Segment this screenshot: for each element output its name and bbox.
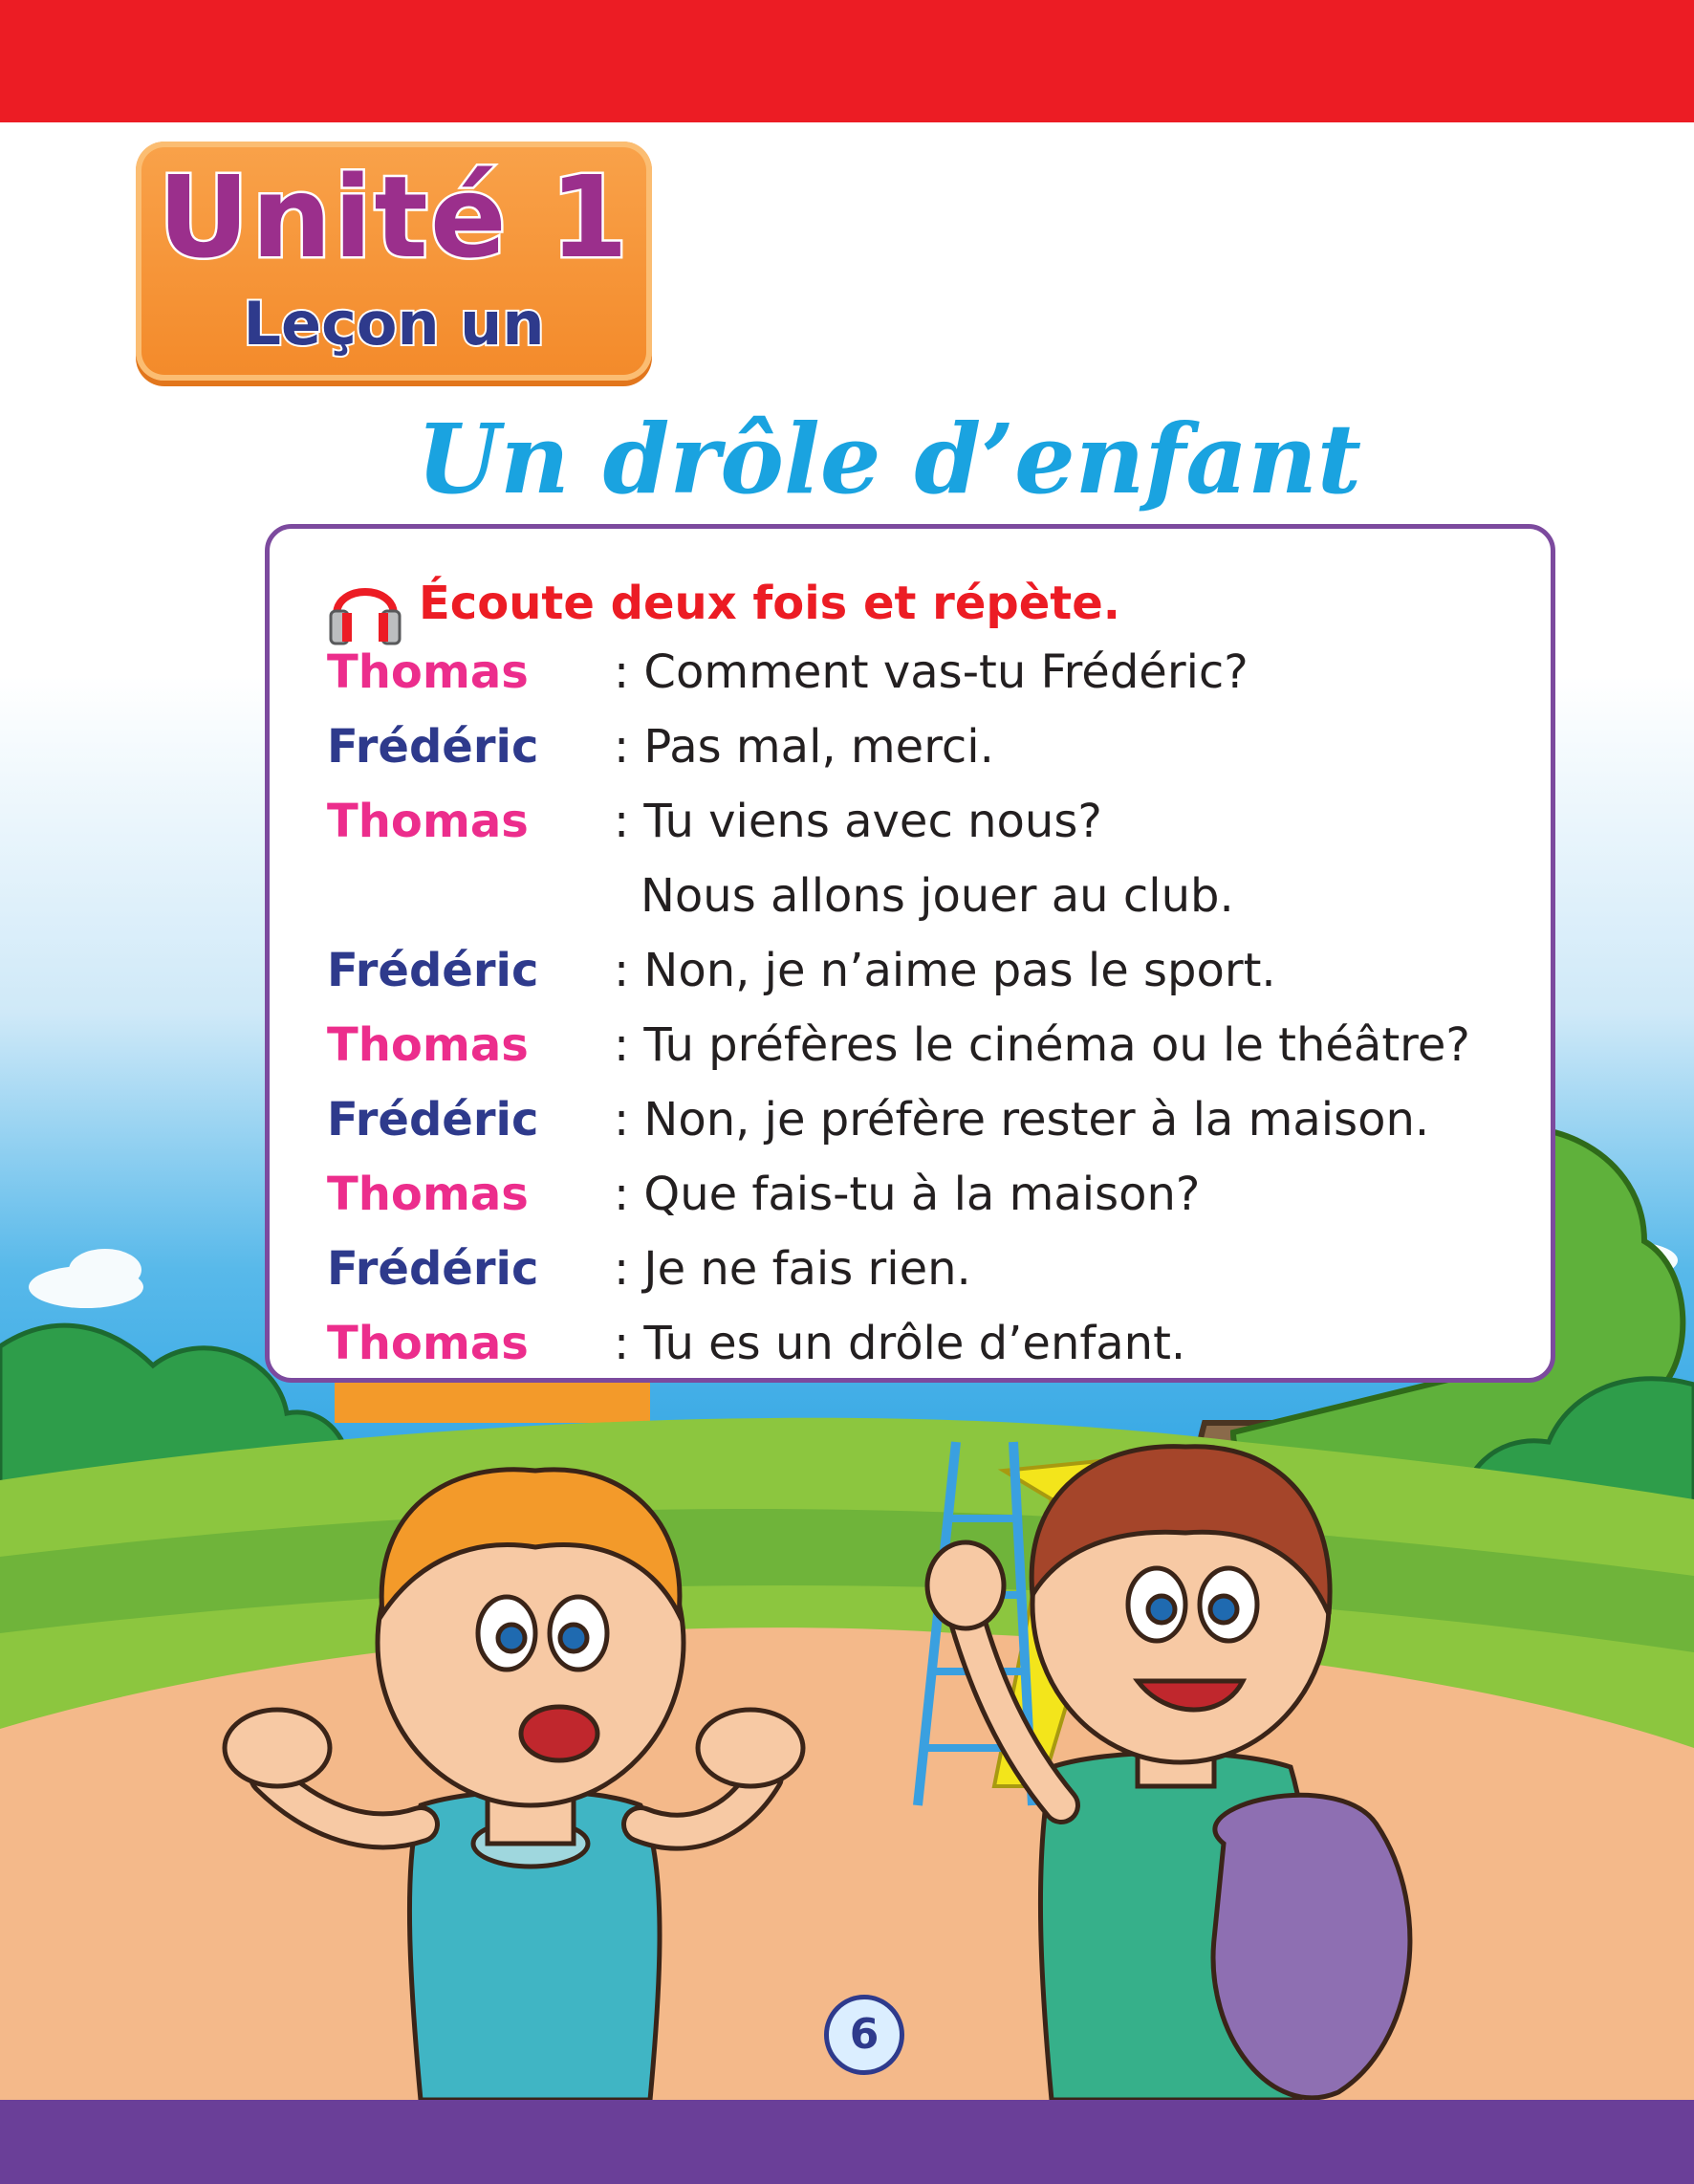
dialogue-text: : Je ne fais rien. xyxy=(614,1242,971,1296)
dialogue-text: : Que fais-tu à la maison? xyxy=(614,1168,1201,1221)
dialogue-text: : Tu es un drôle d’enfant. xyxy=(614,1317,1186,1370)
dialogue-line xyxy=(327,788,1541,855)
speaker-name: Frédéric xyxy=(327,720,539,774)
unit-badge xyxy=(136,142,652,381)
dialogue-line xyxy=(327,639,1541,706)
lesson-title: Leçon un xyxy=(243,289,545,359)
dialogue-line xyxy=(327,713,1541,780)
speaker-name: Thomas xyxy=(327,795,529,848)
bottom-purple-bar xyxy=(0,2100,1694,2184)
top-red-bar xyxy=(0,0,1694,122)
dialogue-line xyxy=(327,1161,1541,1228)
page-title: Un drôle d’enfant xyxy=(416,403,1362,515)
speaker-name: Thomas xyxy=(327,1018,529,1072)
instruction-text: Écoute deux fois et répète. xyxy=(419,577,1121,630)
speaker-name: Thomas xyxy=(327,645,529,699)
dialogue-text: : Non, je n’aime pas le sport. xyxy=(614,944,1276,997)
dialogue-box xyxy=(265,524,1555,1383)
speaker-name: Thomas xyxy=(327,1168,529,1221)
headphones-icon[interactable] xyxy=(327,567,403,647)
dialogue-text: : Tu préfères le cinéma ou le théâtre? xyxy=(614,1018,1470,1072)
dialogue-line xyxy=(327,1086,1541,1153)
dialogue-text: : Comment vas-tu Frédéric? xyxy=(614,645,1249,699)
dialogue-text: : Non, je préfère rester à la maison. xyxy=(614,1093,1430,1147)
dialogue-line xyxy=(327,1012,1541,1079)
dialogue-line xyxy=(327,863,1541,929)
dialogue-line xyxy=(327,937,1541,1004)
dialogue-line xyxy=(327,1235,1541,1302)
dialogue-text: : Pas mal, merci. xyxy=(614,720,994,774)
page-number: 6 xyxy=(824,1995,904,2075)
speaker-name: Frédéric xyxy=(327,944,539,997)
speaker-name: Frédéric xyxy=(327,1242,539,1296)
dialogue-text: Nous allons jouer au club. xyxy=(641,869,1234,923)
dialogue-line xyxy=(327,1310,1541,1377)
unit-title: Unité 1 xyxy=(158,151,630,283)
dialogue-text: : Tu viens avec nous? xyxy=(614,795,1102,848)
speaker-name: Frédéric xyxy=(327,1093,539,1147)
speaker-name: Thomas xyxy=(327,1317,529,1370)
